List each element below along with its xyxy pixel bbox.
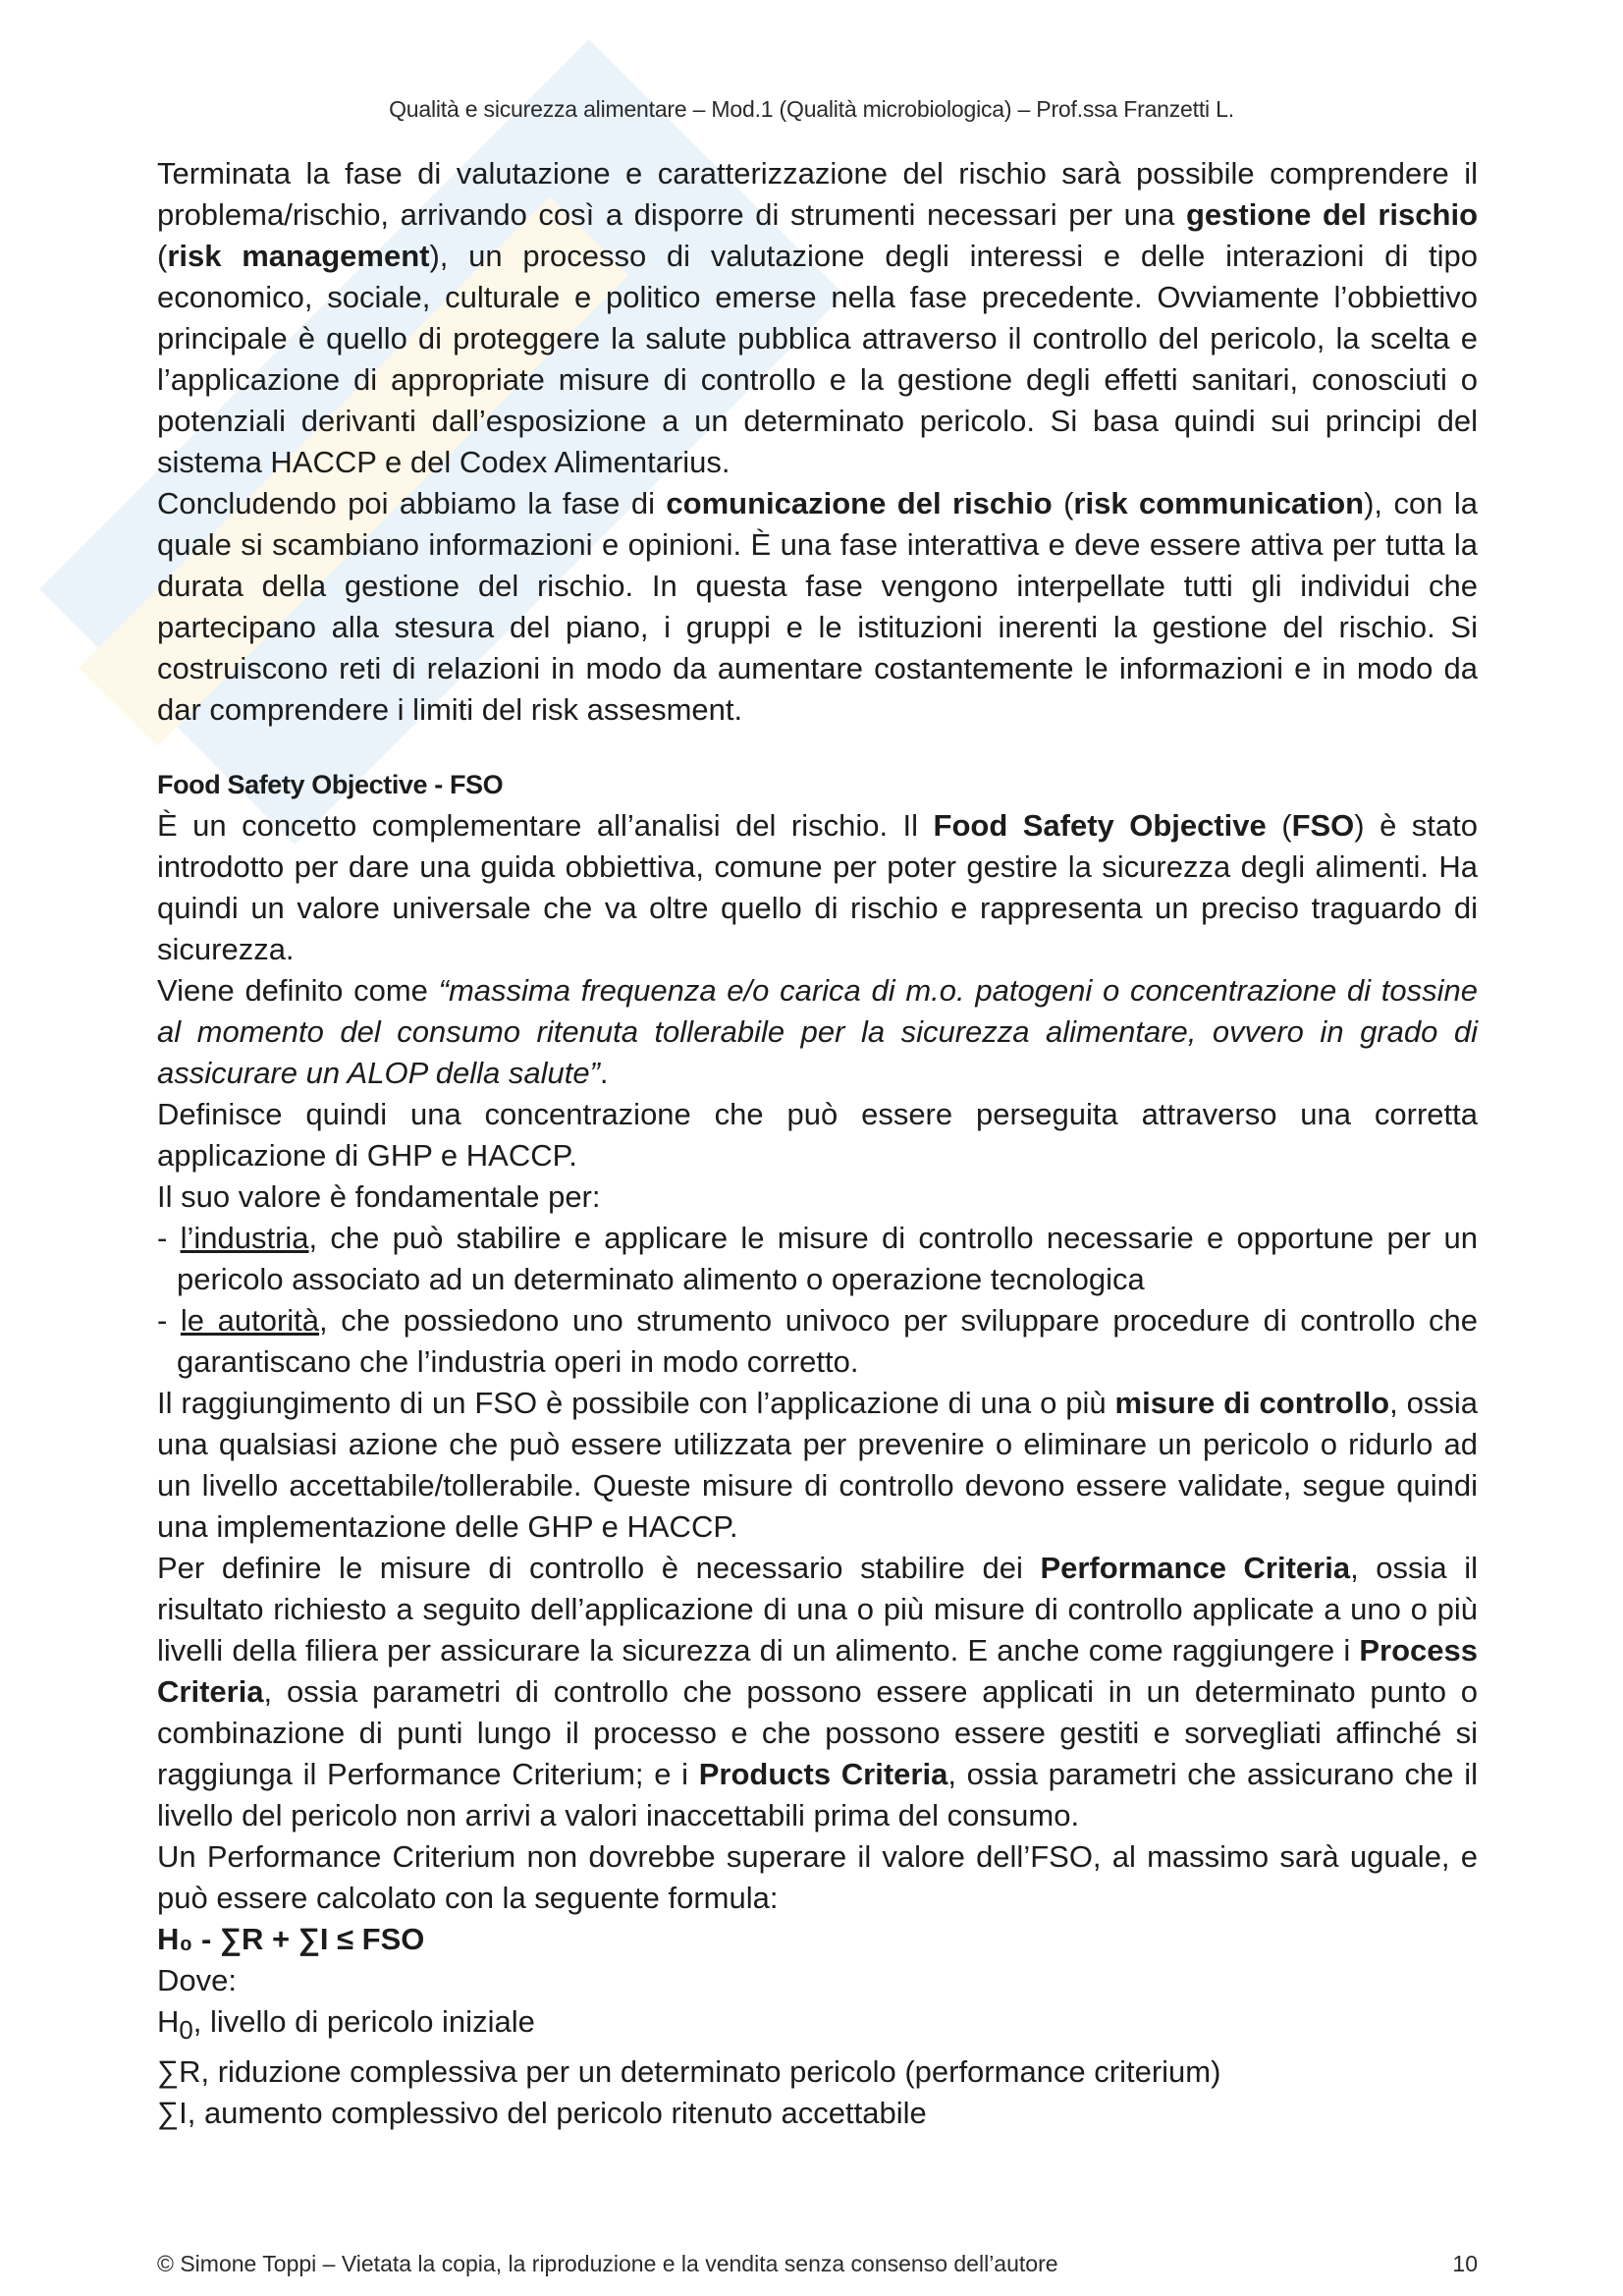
term-bold: Process Criteria: [157, 1633, 1478, 1709]
text: ), un processo di valutazione degli interessi e delle interazioni di tipo economico, sociale, culturale e politico emerse nella fase precedente. Ovviamente l’obbiettivo principale è quello di proteggere la salute pubblica attraverso il controllo del pericolo, la scelta e l’applicazione di appropriate misure di controllo e la gestione degli effetti sanitari, conosciuti o potenziali derivanti dall’esposizione a un determinato pericolo. Si basa quindi sui principi del sistema HACCP e del Codex Alimentarius.: [157, 239, 1478, 479]
text: , ossia parametri di controllo che possono essere applicati in un determinato punto o combinazione di punti lungo il processo e che possono essere gestiti e sorvegliati affinché si raggiunga il Performance Criterium; e i: [157, 1674, 1478, 1791]
paragraph-risk-communication: [157, 483, 1478, 731]
text: (: [157, 239, 168, 273]
definition-sum-r: [157, 2051, 1478, 2093]
quote-italic: “massima frequenza e/o carica di m.o. patogeni o concentrazione di tossine al momento del consumo ritenuta tollerabile per la sicurezza alimentare, ovvero in grado di assicurare un ALOP della salute”: [157, 973, 1478, 1090]
page-number: 10: [1452, 2251, 1478, 2276]
text: .: [599, 1056, 609, 1090]
text: Per definire le misure di controllo è necessario stabilire dei: [157, 1551, 1041, 1585]
list-item: [157, 1218, 1478, 1300]
text: Viene definito come: [157, 973, 439, 1008]
term-bold: risk management: [167, 239, 430, 273]
term-bold: Performance Criteria: [1040, 1551, 1351, 1585]
definition-h0: [157, 2001, 1478, 2051]
page-header: Qualità e sicurezza alimentare – Mod.1 (Qualità microbiologica) – Prof.ssa Franzetti L.: [389, 96, 1234, 122]
underlined-term: le autorità: [180, 1303, 320, 1338]
list-item: [157, 1300, 1478, 1383]
paragraph-control-measures: [157, 1383, 1478, 1548]
text: Il raggiungimento di un FSO è possibile con l’applicazione di una o più: [157, 1386, 1115, 1420]
symbol: ∑I: [157, 2096, 188, 2131]
term-bold: misure di controllo: [1114, 1386, 1390, 1420]
paragraph-risk-management: [157, 153, 1478, 483]
copyright-notice: © Simone Toppi – Vietata la copia, la riproduzione e la vendita senza consenso dell’autore: [157, 2251, 1058, 2276]
subscript: 0: [179, 2017, 193, 2046]
text: (: [1052, 486, 1074, 520]
term-bold: Products Criteria: [698, 1757, 948, 1791]
symbol: ∑R: [157, 2054, 201, 2090]
text: , livello di pericolo iniziale: [192, 2004, 535, 2039]
stakeholder-list: [157, 1218, 1478, 1383]
page-body: [157, 153, 1478, 2134]
formula: [157, 1919, 1478, 1960]
dove-label: Dove:: [157, 1963, 237, 1997]
paragraph-fso-definition: [157, 970, 1478, 1094]
symbol: H: [157, 2004, 180, 2039]
text: (: [1266, 808, 1292, 843]
paragraph-ghp-haccp: Definisce quindi una concentrazione che può essere perseguita attraverso una corretta applicazione di GHP e HACCP.: [157, 1097, 1478, 1173]
term-bold: risk communication: [1073, 486, 1365, 520]
term-bold: comunicazione del rischio: [666, 486, 1053, 520]
text: , ossia una qualsiasi azione che può essere utilizzata per prevenire o eliminare un pericolo o ridurlo ad un livello accettabile/tollerabile. Queste misure di controllo devono essere validate, segue quindi una implementazione delle GHP e HACCP.: [157, 1386, 1478, 1544]
paragraph-importance: Il suo valore è fondamentale per:: [157, 1179, 601, 1214]
text: È un concetto complementare all’analisi del rischio. Il: [157, 808, 934, 843]
text: , che possiedono uno strumento univoco per sviluppare procedure di controllo che garantiscano che l’industria operi in modo corretto.: [177, 1303, 1479, 1379]
list-dash: -: [157, 1303, 181, 1338]
text: , ossia parametri che assicurano che il livello del pericolo non arrivi a valori inaccettabili prima del consumo.: [157, 1757, 1478, 1832]
paragraph-fso-intro: [157, 805, 1478, 970]
text: Terminata la fase di valutazione e caratterizzazione del rischio sarà possibile comprendere il problema/rischio, arrivando così a disporre di strumenti necessari per una: [157, 156, 1478, 232]
text: , che può stabilire e applicare le misure di controllo necessarie e opportune per un pericolo associato ad un determinato alimento o operazione tecnologica: [177, 1221, 1478, 1296]
formula-text: H₀ - ∑R + ∑I ≤ FSO: [157, 1922, 425, 1956]
paragraph-criteria: [157, 1548, 1478, 1836]
text: , riduzione complessiva per un determinato pericolo (performance criterium): [200, 2054, 1221, 2090]
text: ), con la quale si scambiano informazioni e opinioni. È una fase interattiva e deve essere attiva per tutta la durata della gestione del rischio. In questa fase vengono interpellate tutti gli individui che partecipano alla stesura del piano, i gruppi e le istituzioni inerenti la gestione del rischio. Si costruiscono reti di relazioni in modo da aumentare costantemente le informazioni e in modo da dar comprendere i limiti del risk assesment.: [157, 486, 1479, 727]
section-title: Food Safety Objective - FSO: [157, 770, 504, 799]
term-bold: Food Safety Objective: [933, 808, 1267, 843]
text: Concludendo poi abbiamo la fase di: [157, 486, 667, 520]
list-dash: -: [157, 1221, 181, 1255]
paragraph-formula-intro: Un Performance Criterium non dovrebbe superare il valore dell’FSO, al massimo sarà uguale, e può essere calcolato con la seguente formula:: [157, 1839, 1478, 1915]
term-bold: FSO: [1291, 808, 1355, 843]
page-footer: [157, 2251, 1478, 2277]
definition-sum-i: [157, 2093, 1478, 2134]
text: , ossia il risultato richiesto a seguito dell’applicazione di una o più misure di controllo applicate a uno o più livelli della filiera per assicurare la sicurezza di un alimento. E anche come raggiungere i: [157, 1551, 1478, 1667]
term-bold: gestione del rischio: [1185, 197, 1479, 232]
underlined-term: l’industria: [180, 1221, 309, 1255]
text: ) è stato introdotto per dare una guida obbiettiva, comune per poter gestire la sicurezza degli alimenti. Ha quindi un valore universale che va oltre quello di rischio e rappresenta un preciso traguardo di sicurezza.: [157, 808, 1478, 966]
text: , aumento complessivo del pericolo ritenuto accettabile: [187, 2096, 927, 2131]
